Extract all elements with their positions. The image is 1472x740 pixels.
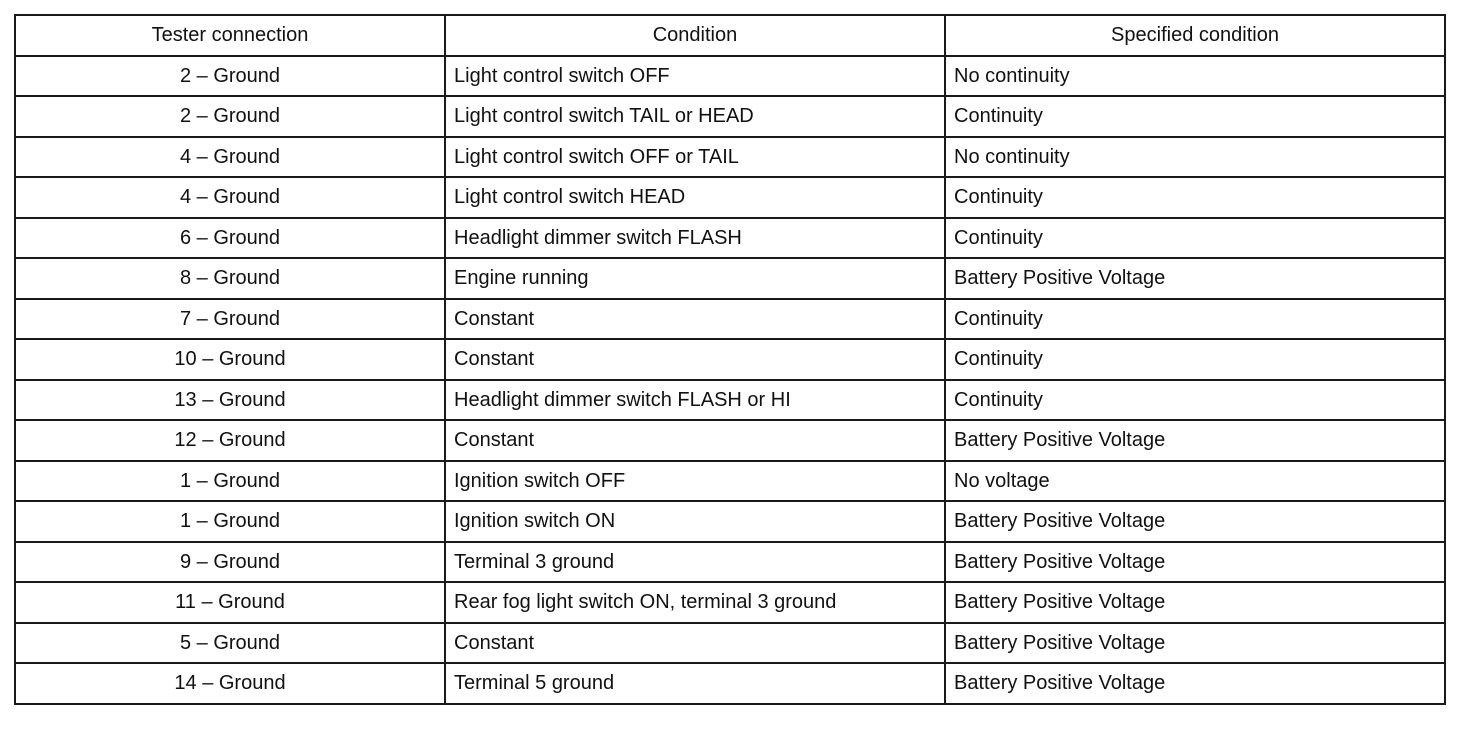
header-condition: Condition bbox=[445, 15, 945, 56]
table-row bbox=[15, 137, 1445, 178]
tester-connection-cell: 11 – Ground bbox=[15, 582, 445, 623]
tester-connection-cell: 2 – Ground bbox=[15, 96, 445, 137]
specified-condition-cell: Battery Positive Voltage bbox=[945, 623, 1445, 664]
tester-connection-cell: 5 – Ground bbox=[15, 623, 445, 664]
specified-condition-cell: Battery Positive Voltage bbox=[945, 258, 1445, 299]
condition-cell: Constant bbox=[445, 339, 945, 380]
condition-cell: Terminal 5 ground bbox=[445, 663, 945, 704]
tester-connection-cell: 4 – Ground bbox=[15, 177, 445, 218]
table-row bbox=[15, 501, 1445, 542]
table-body bbox=[15, 56, 1445, 704]
header-row bbox=[15, 15, 1445, 56]
tester-table-container bbox=[14, 14, 1444, 705]
table-row bbox=[15, 339, 1445, 380]
condition-cell: Light control switch OFF bbox=[445, 56, 945, 97]
condition-cell: Constant bbox=[445, 299, 945, 340]
condition-cell: Constant bbox=[445, 420, 945, 461]
table-row bbox=[15, 218, 1445, 259]
condition-cell: Terminal 3 ground bbox=[445, 542, 945, 583]
table-row bbox=[15, 582, 1445, 623]
tester-connection-cell: 2 – Ground bbox=[15, 56, 445, 97]
tester-connection-cell: 14 – Ground bbox=[15, 663, 445, 704]
tester-connection-cell: 8 – Ground bbox=[15, 258, 445, 299]
specified-condition-cell: Battery Positive Voltage bbox=[945, 501, 1445, 542]
header-tester-connection: Tester connection bbox=[15, 15, 445, 56]
condition-cell: Ignition switch ON bbox=[445, 501, 945, 542]
tester-connection-table bbox=[14, 14, 1446, 705]
table-row bbox=[15, 663, 1445, 704]
specified-condition-cell: Battery Positive Voltage bbox=[945, 542, 1445, 583]
condition-cell: Engine running bbox=[445, 258, 945, 299]
header-specified-condition: Specified condition bbox=[945, 15, 1445, 56]
table-row bbox=[15, 258, 1445, 299]
tester-connection-cell: 12 – Ground bbox=[15, 420, 445, 461]
specified-condition-cell: No voltage bbox=[945, 461, 1445, 502]
tester-connection-cell: 13 – Ground bbox=[15, 380, 445, 421]
table-row bbox=[15, 177, 1445, 218]
specified-condition-cell: Battery Positive Voltage bbox=[945, 582, 1445, 623]
tester-connection-cell: 7 – Ground bbox=[15, 299, 445, 340]
condition-cell: Headlight dimmer switch FLASH bbox=[445, 218, 945, 259]
specified-condition-cell: No continuity bbox=[945, 137, 1445, 178]
tester-connection-cell: 1 – Ground bbox=[15, 501, 445, 542]
table-row bbox=[15, 96, 1445, 137]
specified-condition-cell: Continuity bbox=[945, 218, 1445, 259]
table-row bbox=[15, 380, 1445, 421]
table-row bbox=[15, 299, 1445, 340]
specified-condition-cell: No continuity bbox=[945, 56, 1445, 97]
specified-condition-cell: Continuity bbox=[945, 177, 1445, 218]
condition-cell: Light control switch HEAD bbox=[445, 177, 945, 218]
table-row bbox=[15, 420, 1445, 461]
specified-condition-cell: Continuity bbox=[945, 339, 1445, 380]
table-row bbox=[15, 56, 1445, 97]
specified-condition-cell: Battery Positive Voltage bbox=[945, 420, 1445, 461]
tester-connection-cell: 9 – Ground bbox=[15, 542, 445, 583]
condition-cell: Light control switch TAIL or HEAD bbox=[445, 96, 945, 137]
specified-condition-cell: Continuity bbox=[945, 380, 1445, 421]
tester-connection-cell: 1 – Ground bbox=[15, 461, 445, 502]
specified-condition-cell: Continuity bbox=[945, 96, 1445, 137]
tester-connection-cell: 4 – Ground bbox=[15, 137, 445, 178]
condition-cell: Constant bbox=[445, 623, 945, 664]
condition-cell: Light control switch OFF or TAIL bbox=[445, 137, 945, 178]
tester-connection-cell: 10 – Ground bbox=[15, 339, 445, 380]
tester-connection-cell: 6 – Ground bbox=[15, 218, 445, 259]
specified-condition-cell: Continuity bbox=[945, 299, 1445, 340]
table-row bbox=[15, 623, 1445, 664]
condition-cell: Ignition switch OFF bbox=[445, 461, 945, 502]
condition-cell: Headlight dimmer switch FLASH or HI bbox=[445, 380, 945, 421]
condition-cell: Rear fog light switch ON, terminal 3 ground bbox=[445, 582, 945, 623]
specified-condition-cell: Battery Positive Voltage bbox=[945, 663, 1445, 704]
table-row bbox=[15, 461, 1445, 502]
table-row bbox=[15, 542, 1445, 583]
